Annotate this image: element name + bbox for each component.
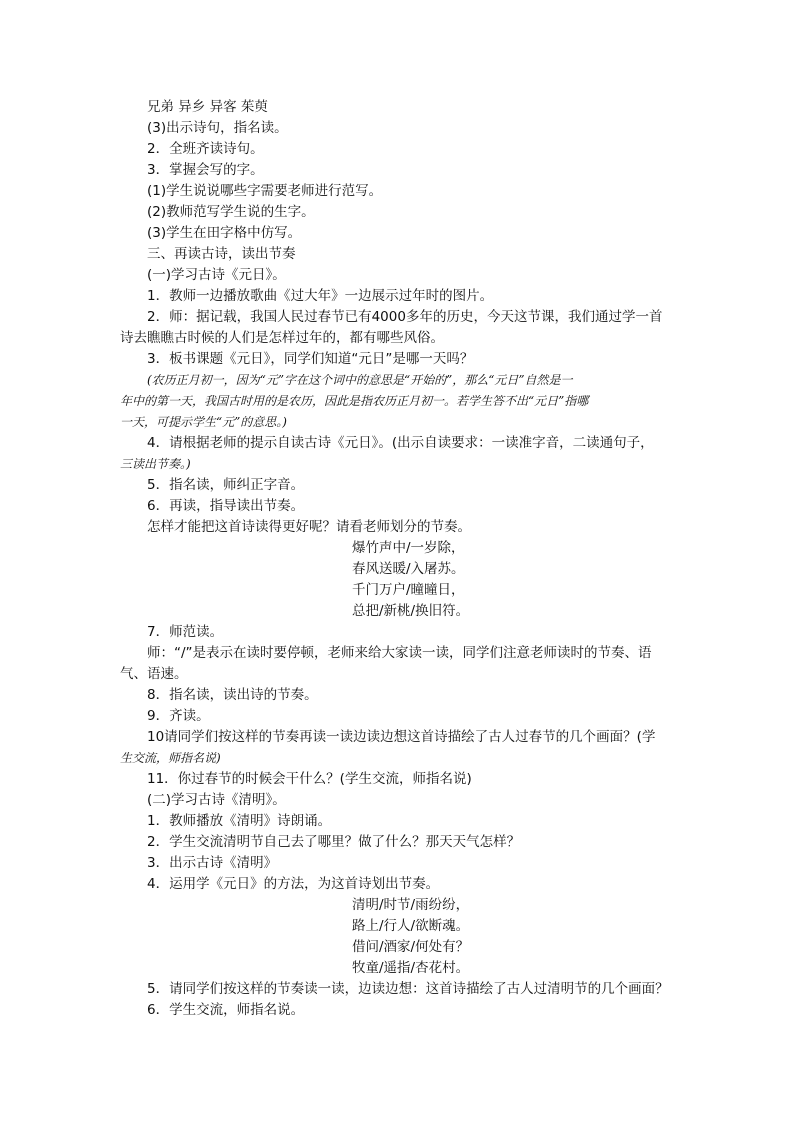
poem-line: 爆竹声中/一岁除，	[352, 540, 465, 556]
text-line: 5．指名读，师纠正字音。	[147, 477, 305, 493]
poem-line: 总把/新桃/换旧符。	[352, 603, 470, 619]
note-line: 一天，可提示学生“元”的意思。)	[120, 415, 287, 429]
text-line: 2．师：据记载，我国人民过春节已有4000多年的历史，今天这节课，我们通过学一首	[147, 309, 663, 325]
text-line: 8．指名读，读出诗的节奏。	[147, 687, 318, 703]
poem-line: 路上/行人/欲断魂。	[352, 918, 470, 934]
poem-line: 千门万户/曈曈日，	[352, 582, 465, 598]
text-line: (2)教师范写学生说的生字。	[147, 204, 315, 220]
text-line: 9．齐读。	[147, 708, 210, 724]
text-line: 3．出示古诗《清明》	[147, 855, 278, 871]
poem-line: 春风送暖/入屠苏。	[352, 561, 465, 577]
text-line: (1)学生说说哪些字需要老师进行范写。	[147, 183, 383, 199]
text-line: 2．全班齐读诗句。	[147, 141, 264, 157]
text-line: 诗去瞧瞧古时候的人们是怎样过年的，都有哪些风俗。	[120, 330, 444, 346]
note-line: 生交流，师指名说)	[120, 751, 221, 765]
text-line: 4．运用学《元日》的方法，为这首诗划出节奏。	[147, 876, 440, 892]
text-line: 10请同学们按这样的节奏再读一读边读边想这首诗描绘了古人过春节的几个画面？(学	[147, 729, 656, 745]
text-line: 师：“/”是表示在读时要停顿，老师来给大家读一读，同学们注意老师读时的节奏、语	[147, 645, 652, 661]
text-line: 三、再读古诗，读出节奏	[147, 246, 296, 262]
poem-line: 牧童/遥指/杏花村。	[352, 960, 470, 976]
text-line: 兄弟 异乡 异客 茱萸	[147, 99, 268, 115]
text-line: 7．师范读。	[147, 624, 224, 640]
note-line: 年中的第一天，我国古时用的是农历，因此是指农历正月初一。若学生答不出“元日”指哪	[120, 394, 589, 408]
text-line: (3)学生在田字格中仿写。	[147, 225, 302, 241]
text-line: 1．教师一边播放歌曲《过大年》一边展示过年时的图片。	[147, 288, 494, 304]
note-line: 三读出节奏。)	[120, 457, 191, 471]
poem-line: 清明/时节/雨纷纷，	[352, 897, 470, 913]
text-line: 6．学生交流，师指名说。	[147, 1002, 305, 1018]
poem-line: 借问/酒家/何处有？	[352, 939, 470, 955]
text-line: 3．掌握会写的字。	[147, 162, 264, 178]
text-line: 11．你过春节的时候会干什么？(学生交流，师指名说)	[147, 771, 472, 787]
text-line: 1．教师播放《清明》诗朗诵。	[147, 813, 332, 829]
text-line: 2．学生交流清明节自己去了哪里？做了什么？那天天气怎样？	[147, 834, 521, 850]
text-line: (一)学习古诗《元日》。	[147, 267, 286, 283]
text-line: 6．再读，指导读出节奏。	[147, 498, 305, 514]
text-line: (二)学习古诗《清明》。	[147, 792, 286, 808]
text-line: 3．板书课题《元日》，同学们知道“元日”是哪一天吗？	[147, 351, 474, 367]
text-line: 怎样才能把这首诗读得更好呢？请看老师划分的节奏。	[147, 519, 471, 535]
text-line: 4．请根据老师的提示自读古诗《元日》。(出示自读要求：一读准字音，二读通句子，	[147, 435, 654, 451]
text-line: (3)出示诗句，指名读。	[147, 120, 288, 136]
text-line: 5．请同学们按这样的节奏读一读，边读边想：这首诗描绘了古人过清明节的几个画面？	[147, 981, 669, 997]
text-line: 气、语速。	[120, 666, 188, 682]
note-line: (农历正月初一，因为“元”字在这个词中的意思是“开始的”，那么“元日”自然是一	[147, 373, 573, 387]
